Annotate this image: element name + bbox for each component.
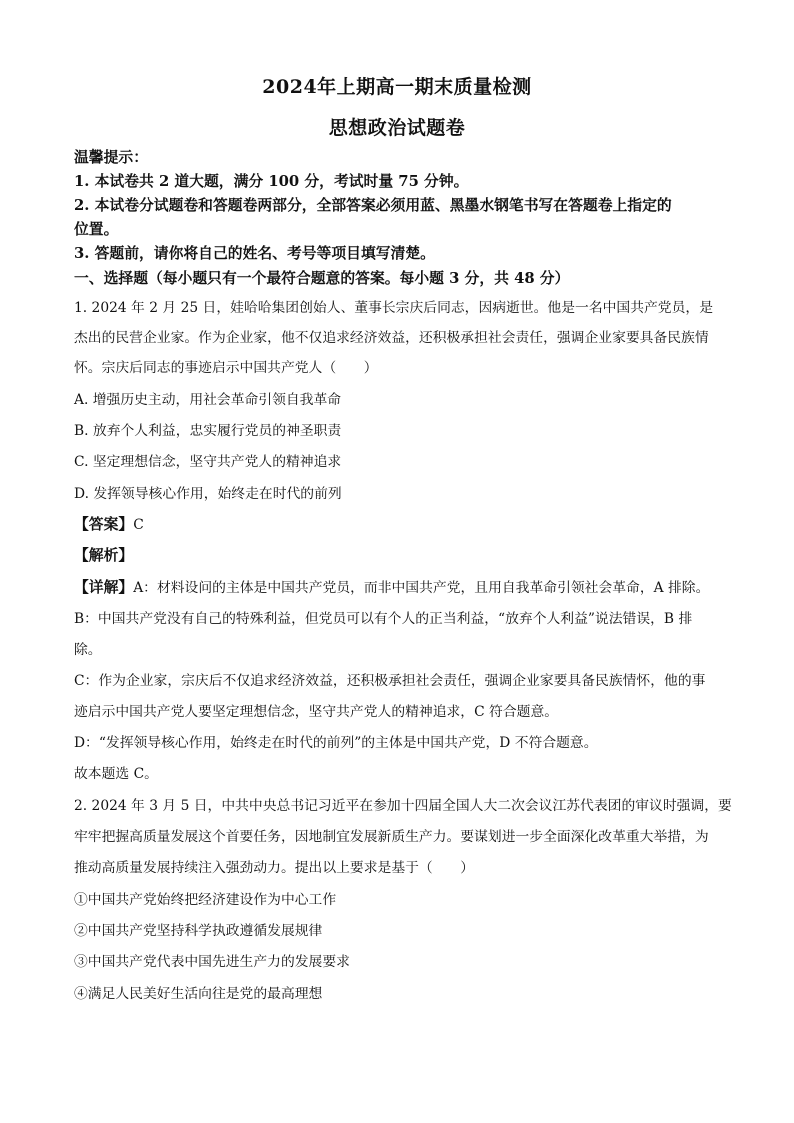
detail-a-text: A：材料设问的主体是中国共产党员，而非中国共产党，且用自我革命引领社会革命，A 排除。 [133,580,710,596]
answer-value: C [133,517,144,533]
q1-option-d: D. 发挥领导核心作用，始终走在时代的前列 [74,486,342,502]
q2-stem-line-3: 推动高质量发展持续注入强劲动力。提出以上要求是基于（ ） [74,860,475,876]
q1-detail-b-line-1: B：中国共产党没有自己的特殊利益，但党员可以有个人的正当利益，“放弃个人利益”说法错误，B 排 [74,611,693,627]
page-subtitle: 思想政治试题卷 [328,117,466,139]
tip-item-2-line-2: 位置。 [74,221,119,238]
q1-answer [74,515,724,535]
q2-stem-line-1: 2. 2024 年 3 月 5 日，中共中央总书记习近平在参加十四届全国人大二次会议江苏代表团的审议时强调，要 [74,798,732,814]
tip-item-1: 1. 本试卷共 2 道大题，满分 100 分，考试时量 75 分钟。 [74,173,469,190]
analysis-tag: 【解析】 [74,547,134,564]
answer-tag: 【答案】 [74,516,134,533]
q2-stem-line-2: 牢牢把握高质量发展这个首要任务，因地制宜发展新质生产力。要谋划进一步全面深化改革重大举措，为 [74,829,709,845]
q1-conclusion: 故本题选 C。 [74,766,158,782]
q1-detail-a [74,578,724,598]
detail-tag: 【详解】 [74,579,134,596]
tip-item-3: 3. 答题前，请你将自己的姓名、考号等项目填写清楚。 [74,245,435,262]
q1-option-a: A. 增强历史主动，用社会革命引领自我革命 [74,392,342,408]
q1-detail-d: D：“发挥领导核心作用，始终走在时代的前列”的主体是中国共产党，D 不符合题意。 [74,735,598,751]
tip-item-2-line-1: 2. 本试卷分试题卷和答题卷两部分，全部答案必须用蓝、黑墨水钢笔书写在答题卷上指定的 [74,197,672,214]
q1-option-b: B. 放弃个人利益，忠实履行党员的神圣职责 [74,423,342,439]
q1-detail-c-line-2: 迹启示中国共产党人要坚定理想信念，坚守共产党人的精神追求，C 符合题意。 [74,704,559,720]
tips-heading: 温馨提示： [74,149,148,166]
q1-detail-b-line-2: 除。 [74,642,102,658]
section-heading: 一、选择题（每小题只有一个最符合题意的答案。每小题 3 分，共 48 分） [74,270,570,287]
q1-stem-line-1: 1. 2024 年 2 月 25 日，娃哈哈集团创始人、董事长宗庆后同志，因病逝世。他是一名中国共产党员，是 [74,300,713,316]
q1-detail-c-line-1: C：作为企业家，宗庆后不仅追求经济效益，还积极承担社会责任，强调企业家要具备民族情怀，他的事 [74,673,706,689]
q1-stem-line-2: 杰出的民营企业家。作为企业家，他不仅追求经济效益，还积极承担社会责任，强调企业家要具备民族情 [74,330,709,346]
q2-item-2: ②中国共产党坚持科学执政遵循发展规律 [74,923,323,939]
q1-analysis [74,546,724,566]
page-title: 2024年上期高一期末质量检测 [262,76,532,98]
q2-item-3: ③中国共产党代表中国先进生产力的发展要求 [74,954,350,970]
q2-item-4: ④满足人民美好生活向往是党的最高理想 [74,986,323,1002]
q1-stem-line-3: 怀。宗庆后同志的事迹启示中国共产党人（ ） [74,360,378,376]
q2-item-1: ①中国共产党始终把经济建设作为中心工作 [74,892,337,908]
q1-option-c: C. 坚定理想信念，坚守共产党人的精神追求 [74,454,342,470]
